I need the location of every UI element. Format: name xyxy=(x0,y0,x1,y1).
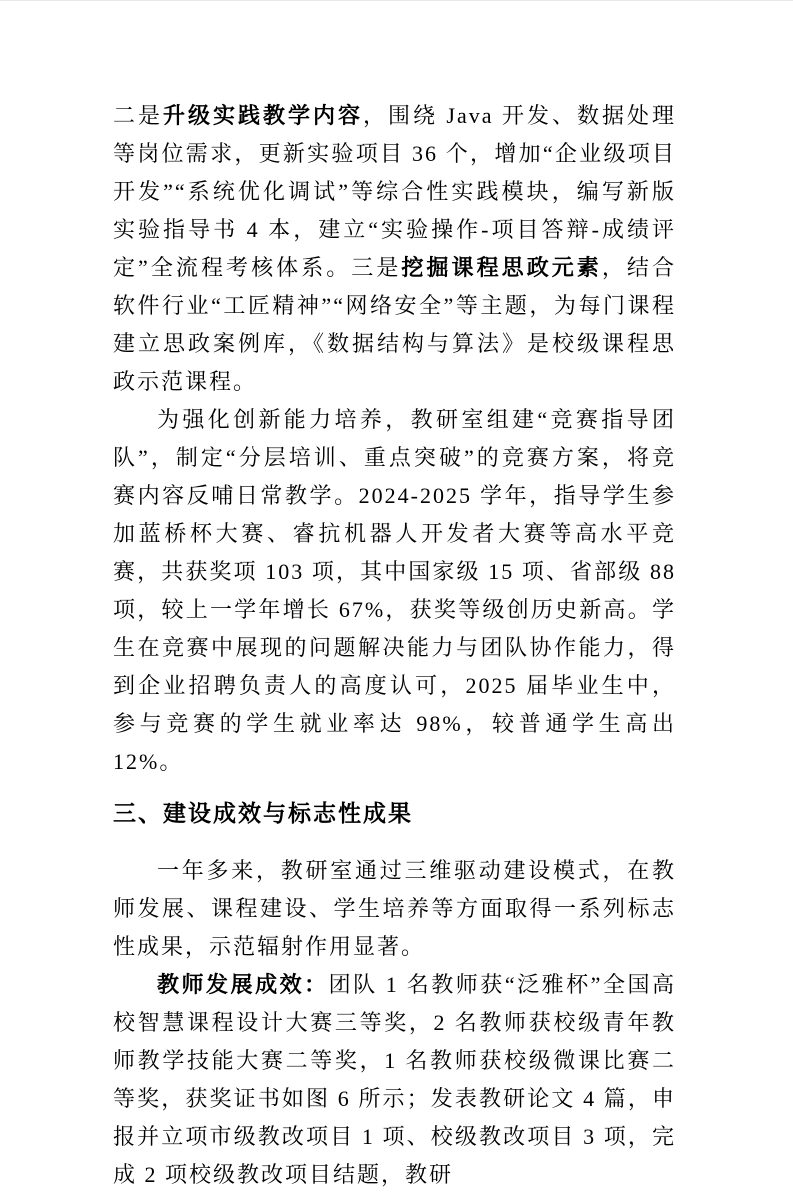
run-overview-text: 一年多来，教研室通过三维驱动建设模式，在教师发展、课程建设、学生培养等方面取得一系列标志性成果，示范辐射作用显著。 xyxy=(113,858,676,959)
paragraph-competition xyxy=(113,401,676,781)
paragraph-overview xyxy=(113,852,676,966)
run-bold-upgrade-practice: 升级实践教学内容 xyxy=(163,103,363,128)
run-competition-text: 为强化创新能力培养，教研室组建“竞赛指导团队”，制定“分层培训、重点突破”的竞赛方案，将竞赛内容反哺日常教学。2024-2025 学年，指导学生参加蓝桥杯大赛、睿抗机器人开发者大赛等高水平竞赛，共获奖项 103 项，其中国家级 15 项、省部级 88 项，较上一学年增长 67%，获奖等级创历史新高。学生在竞赛中展现的问题解决能力与团队协作能力，得到企业招聘负责人的高度认可，2025 届毕业生中，参与竞赛的学生就业率达 98%，较普通学生高出 12%。 xyxy=(113,407,676,774)
run-regular-tail: ，结合软件行业“工匠精神”“网络安全”等主题，为每门课程建立思政案例库，《数据结构与算法》是校级课程思政示范课程。 xyxy=(113,255,676,394)
run-bold-teacher-achievements-label: 教师发展成效： xyxy=(157,972,329,997)
page-text-block xyxy=(113,97,676,1194)
run-regular-middle: ，围绕 Java 开发、数据处理等岗位需求，更新实验项目 36 个，增加“企业级项目开发”“系统优化调试”等综合性实践模块，编写新版实验指导书 4 本，建立“实验操作-项目答辩-成绩评定”全流程考核体系。三是 xyxy=(113,103,676,280)
paragraph-teacher-achievements xyxy=(113,966,676,1194)
paragraph-practice-teaching xyxy=(113,97,676,401)
run-teacher-achievements-text: 团队 1 名教师获“泛雅杯”全国高校智慧课程设计大赛三等奖，2 名教师获校级青年教师教学技能大赛二等奖，1 名教师获校级微课比赛二等奖，获奖证书如图 6 所示；发表教研论文 4 篇，申报并立项市级教改项目 1 项、校级教改项目 3 项，完成 2 项校级教改项目结题，教研 xyxy=(113,972,676,1187)
section-heading-achievements: 三、建设成效与标志性成果 xyxy=(113,801,413,826)
run-bold-ideology-elements: 挖掘课程思政元素 xyxy=(401,255,602,280)
run-regular-prefix: 二是 xyxy=(113,103,163,128)
